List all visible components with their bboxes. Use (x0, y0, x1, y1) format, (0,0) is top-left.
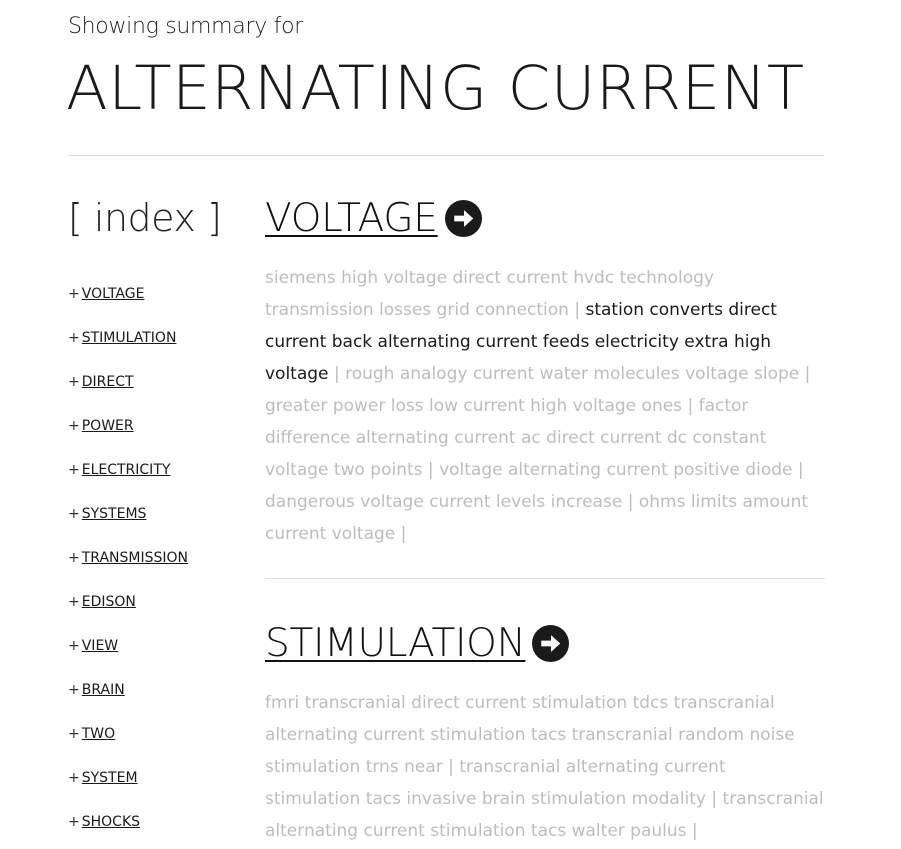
section-stimulation (265, 615, 825, 847)
plus-icon: + (68, 638, 80, 654)
plus-icon: + (68, 374, 80, 390)
snippet-separator: | (797, 460, 804, 480)
index-list (68, 284, 248, 849)
section-title-link[interactable]: STIMULATION (265, 620, 526, 666)
plus-icon: + (68, 462, 80, 478)
snippet: greater power loss low current high voltage ones (265, 396, 683, 416)
index-link-electricity[interactable]: ELECTRICITY (81, 462, 171, 478)
index-item-brain (68, 680, 248, 724)
main-content (265, 190, 825, 847)
index-item-direct (68, 372, 248, 416)
plus-icon: + (68, 770, 80, 786)
plus-icon: + (68, 814, 80, 830)
section-summary (265, 262, 825, 550)
index-item-electricity (68, 460, 248, 504)
snippet: rough analogy current water molecules voltage slope (345, 364, 800, 384)
snippet: siemens high voltage direct current hvdc technology transmission losses grid connection (265, 268, 714, 320)
plus-icon: + (68, 506, 80, 522)
snippet: factor difference alternating current ac direct current dc constant voltage two points (265, 396, 767, 480)
index-link-system[interactable]: SYSTEM (81, 770, 138, 786)
index-item-voltage (68, 284, 248, 328)
index-item-transmission (68, 548, 248, 592)
plus-icon: + (68, 418, 80, 434)
index-item-power (68, 416, 248, 460)
section-summary (265, 687, 825, 847)
index-sidebar (68, 190, 248, 849)
snippet: ohms limits amount current voltage (265, 492, 809, 544)
index-link-brain[interactable]: BRAIN (81, 682, 125, 698)
plus-icon: + (68, 682, 80, 698)
snippet-separator: | (691, 821, 698, 841)
index-item-stimulation (68, 328, 248, 372)
index-item-shocks (68, 812, 248, 849)
index-title: [ index ] (68, 196, 222, 240)
arrow-circle-right-icon[interactable] (445, 200, 482, 237)
section-title-link[interactable]: VOLTAGE (265, 195, 438, 241)
index-link-stimulation[interactable]: STIMULATION (81, 330, 177, 346)
arrow-circle-right-icon[interactable] (532, 625, 569, 662)
snippet-separator: | (687, 396, 694, 416)
header-divider (68, 155, 824, 156)
index-item-edison (68, 592, 248, 636)
index-item-systems (68, 504, 248, 548)
snippet-separator: | (574, 300, 581, 320)
index-link-shocks[interactable]: SHOCKS (81, 814, 141, 830)
index-link-systems[interactable]: SYSTEMS (81, 506, 147, 522)
snippet-separator: | (627, 492, 634, 512)
page-subtitle: Showing summary for (68, 14, 303, 39)
index-link-power[interactable]: POWER (81, 418, 134, 434)
plus-icon: + (68, 330, 80, 346)
index-link-view[interactable]: VIEW (81, 638, 119, 654)
snippet-separator: | (711, 789, 718, 809)
snippet-separator: | (333, 364, 340, 384)
index-link-transmission[interactable]: TRANSMISSION (81, 550, 188, 566)
plus-icon: + (68, 726, 80, 742)
snippet: voltage alternating current positive diode (439, 460, 793, 480)
index-link-edison[interactable]: EDISON (81, 594, 136, 610)
section-header (265, 615, 825, 671)
page-title: ALTERNATING CURRENT (66, 53, 805, 124)
index-item-two (68, 724, 248, 768)
index-item-system (68, 768, 248, 812)
snippet: fmri transcranial direct current stimulation tdcs transcranial alternating current stimulation tacs transcranial random noise stimulation trns near (265, 693, 795, 777)
snippet: transcranial alternating current stimulation tacs invasive brain stimulation modality (265, 757, 726, 809)
snippet-separator: | (400, 524, 407, 544)
section-header (265, 190, 825, 246)
section-divider (265, 578, 825, 579)
index-link-two[interactable]: TWO (81, 726, 116, 742)
highlighted-snippet: station converts direct current back alternating current feeds electricity extra high voltage (265, 300, 777, 384)
index-item-view (68, 636, 248, 680)
plus-icon: + (68, 286, 80, 302)
plus-icon: + (68, 550, 80, 566)
snippet-separator: | (427, 460, 434, 480)
snippet: dangerous voltage current levels increase (265, 492, 623, 512)
index-link-direct[interactable]: DIRECT (81, 374, 134, 390)
snippet-separator: | (448, 757, 454, 777)
section-voltage (265, 190, 825, 579)
plus-icon: + (68, 594, 80, 610)
index-link-voltage[interactable]: VOLTAGE (81, 286, 145, 302)
snippet-separator: | (804, 364, 811, 384)
snippet: transcranial alternating current stimulation tacs walter paulus (265, 789, 824, 841)
